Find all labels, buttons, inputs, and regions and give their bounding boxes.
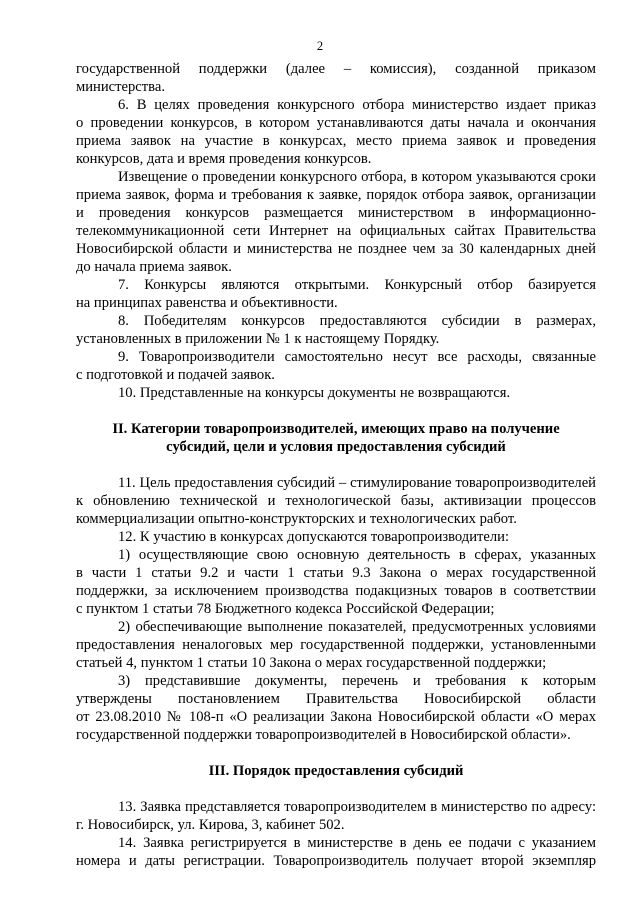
text-line: 6. В целях проведения конкурсного отбора министерство издает приказ (118, 97, 596, 113)
text-line: 3) представившие документы, перечень и требования к которым (118, 673, 596, 689)
text-line: Извещение о проведении конкурсного отбора, в котором указываются сроки (118, 169, 596, 185)
text-line: коммерциализации опытно-конструкторских и технологических работ. (76, 511, 517, 527)
text-line: и проведения конкурсов размещается министерством в информационно- (76, 205, 596, 221)
text-line: к обновлению технической и технологической базы, активизации процессов (76, 493, 596, 509)
text-line: конкурсов, дата и время проведения конкурсов. (76, 151, 372, 167)
text-line: до начала приема заявок. (76, 259, 232, 275)
text-line: с пунктом 1 статьи 78 Бюджетного кодекса Российской Федерации; (76, 601, 495, 617)
text-line: установленных в приложении № 1 к настоящему Порядку. (76, 331, 440, 347)
text-line: о проведении конкурсов, в котором устанавливаются даты начала и окончания (76, 115, 596, 131)
text-line: 2) обеспечивающие выполнение показателей, предусмотренных условиями (118, 619, 596, 635)
text-line: 11. Цель предоставления субсидий – стимулирование товаропроизводителей (118, 475, 596, 491)
text-line: 1) осуществляющие свою основную деятельность в сферах, указанных (118, 547, 596, 563)
text-line: в части 1 статьи 9.2 и части 1 статьи 9.3 Закона о мерах государственной (76, 565, 596, 581)
page-number: 2 (316, 39, 324, 53)
section-heading: субсидий, цели и условия предоставления субсидий (166, 439, 506, 455)
text-line: 9. Товаропроизводители самостоятельно несут все расходы, связанные (118, 349, 596, 365)
text-line: государственной поддержки (далее – комиссия), созданной приказом (76, 61, 596, 77)
section-heading: II. Категории товаропроизводителей, имеющих право на получение (112, 421, 560, 437)
text-line: поддержки, за исключением производства подакцизных товаров в соответствии (76, 583, 596, 599)
text-line: 7. Конкурсы являются открытыми. Конкурсный отбор базируется (118, 277, 596, 293)
text-line: 13. Заявка представляется товаропроизводителем в министерство по адресу: (118, 799, 596, 815)
text-line: 10. Представленные на конкурсы документы не возвращаются. (118, 385, 511, 401)
text-line: приема заявок на участие в конкурсах, место приема заявок и проведения (76, 133, 596, 149)
text-line: министерства. (76, 79, 165, 95)
text-line: Новосибирской области и министерства не позднее чем за 30 календарных дней (76, 241, 596, 257)
text-line: телекоммуникационной сети Интернет на официальных сайтах Правительства (76, 223, 596, 239)
text-line: государственной поддержки товаропроизводителей в Новосибирской области». (76, 727, 571, 743)
text-line: утверждены постановлением Правительства Новосибирской области (76, 691, 596, 707)
text-line: от 23.08.2010 № 108-п «О реализации Закона Новосибирской области «О мерах (76, 709, 596, 725)
text-line: номера и даты регистрации. Товаропроизводитель получает второй экземпляр (76, 853, 596, 869)
text-line: с подготовкой и подачей заявок. (76, 367, 275, 383)
text-line: г. Новосибирск, ул. Кирова, 3, кабинет 502. (76, 817, 345, 833)
text-line: 8. Победителям конкурсов предоставляются субсидии в размерах, (118, 313, 596, 329)
text-line: статьей 4, пунктом 1 статьи 10 Закона о мерах государственной поддержки; (76, 655, 547, 671)
text-line: приема заявок, форма и требования к заявке, порядок отбора заявок, организации (76, 187, 596, 203)
text-line: на принципах равенства и объективности. (76, 295, 338, 311)
section-heading: III. Порядок предоставления субсидий (208, 763, 464, 779)
text-line: 14. Заявка регистрируется в министерстве в день ее подачи с указанием (118, 835, 596, 851)
text-line: 12. К участию в конкурсах допускаются товаропроизводители: (118, 529, 510, 545)
text-line: предоставления неналоговых мер государственной поддержки, установленными (76, 637, 596, 653)
